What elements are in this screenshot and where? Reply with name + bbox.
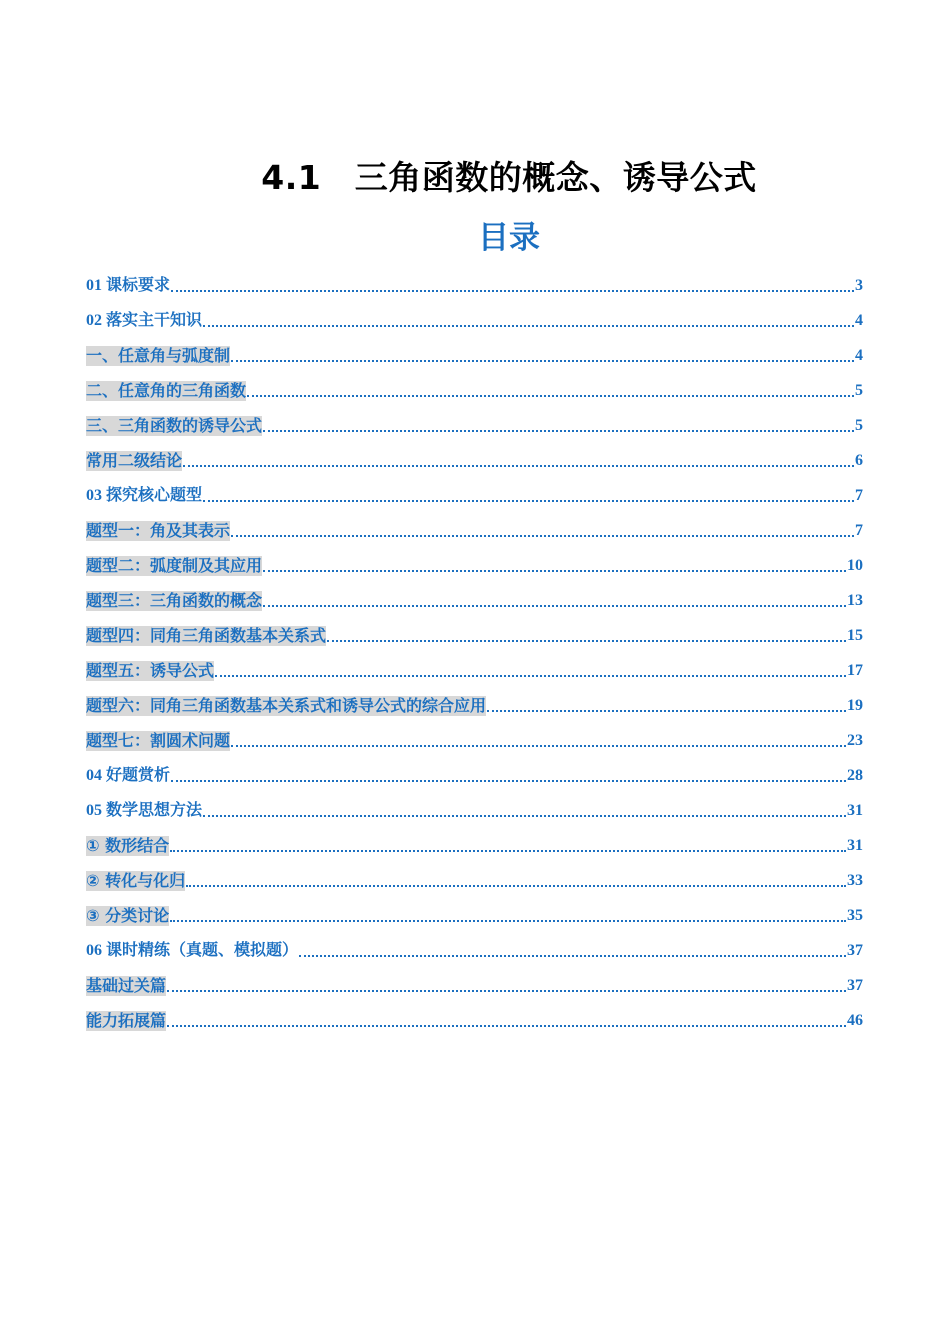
toc-dot-leader [186,885,846,887]
toc-entry-page-number: 33 [847,872,863,889]
toc-entry[interactable] [86,863,863,898]
toc-entry[interactable] [86,688,863,723]
toc-entry-page-number: 19 [847,697,863,714]
toc-entry-label: 题型一：角及其表示 [86,521,231,540]
toc-entry-label: 三、三角函数的诱导公式 [86,416,263,435]
toc-entry-page-number: 35 [847,907,863,924]
toc-dot-leader [170,920,846,922]
toc-entry-label: 题型二：弧度制及其应用 [86,556,263,575]
toc-entry[interactable] [86,828,863,863]
toc-entry[interactable] [86,968,863,1003]
toc-entry-page-number: 7 [855,487,863,504]
toc-dot-leader [231,360,854,362]
toc-dot-leader [183,465,854,467]
toc-entry-page-number: 7 [855,522,863,539]
document-title: 4.1 三角函数的概念、诱导公式 [261,158,757,197]
toc-entry-page-number: 23 [847,732,863,749]
toc-entry-page-number: 46 [847,1012,863,1029]
toc-entry-label: 一、任意角与弧度制 [86,346,231,365]
toc-entry-page-number: 4 [855,347,863,364]
toc-entry[interactable] [86,373,863,408]
toc-entry-label: 03 探究核心题型 [86,487,203,504]
toc-dot-leader [299,955,846,957]
toc-dot-leader [247,395,854,397]
toc-entry-page-number: 5 [855,382,863,399]
toc-entry-label: 题型三：三角函数的概念 [86,591,263,610]
toc-entry-label: 常用二级结论 [86,451,183,470]
toc-entry-page-number: 4 [855,312,863,329]
toc-entry[interactable] [86,653,863,688]
toc-heading: 目录 [478,220,540,256]
toc-dot-leader [263,570,846,572]
toc-entry-page-number: 13 [847,592,863,609]
toc-entry-page-number: 31 [847,837,863,854]
toc-entry[interactable] [86,548,863,583]
toc-entry-page-number: 31 [847,802,863,819]
toc-entry-page-number: 3 [855,277,863,294]
toc-dot-leader [171,780,846,782]
toc-entry-page-number: 28 [847,767,863,784]
toc-entry-label: 题型六：同角三角函数基本关系式和诱导公式的综合应用 [86,696,487,715]
toc-entry-label: ③ 分类讨论 [86,906,170,925]
toc-entry-label: 06 课时精练（真题、模拟题） [86,942,299,959]
toc-entry-label: 01 课标要求 [86,277,171,294]
toc-entry[interactable] [86,618,863,653]
toc-entry-page-number: 37 [847,942,863,959]
toc-entry-page-number: 37 [847,977,863,994]
toc-entry-label: 能力拓展篇 [86,1011,167,1030]
toc-entry[interactable] [86,583,863,618]
toc-dot-leader [263,605,846,607]
toc-entry-page-number: 5 [855,417,863,434]
toc-entry-label: ① 数形结合 [86,836,170,855]
toc-entry-label: 题型四：同角三角函数基本关系式 [86,626,327,645]
toc-entry[interactable] [86,1003,863,1038]
toc-entry[interactable] [86,793,863,828]
toc-dot-leader [215,675,846,677]
toc-entry-label: 题型五：诱导公式 [86,661,215,680]
toc-entry[interactable] [86,898,863,933]
toc-entry-label: 基础过关篇 [86,976,167,995]
toc-dot-leader [167,1025,846,1027]
toc-entry-page-number: 15 [847,627,863,644]
toc-entry-label: 题型七：割圆术问题 [86,731,231,750]
toc-dot-leader [327,640,846,642]
toc-entry-label: 二、任意角的三角函数 [86,381,247,400]
toc-dot-leader [203,815,846,817]
toc-entry[interactable] [86,303,863,338]
toc-dot-leader [263,430,854,432]
toc-entry[interactable] [86,443,863,478]
toc-dot-leader [487,710,846,712]
toc-entry[interactable] [86,723,863,758]
toc-entry-label: 05 数学思想方法 [86,802,203,819]
toc-entry[interactable] [86,513,863,548]
toc-entry-label: ② 转化与化归 [86,871,186,890]
toc-entry[interactable] [86,338,863,373]
toc-dot-leader [167,990,846,992]
toc-dot-leader [203,325,854,327]
toc-dot-leader [171,290,854,292]
toc-dot-leader [231,745,846,747]
toc-entry-page-number: 10 [847,557,863,574]
toc-entry[interactable] [86,933,863,968]
toc-dot-leader [231,535,854,537]
toc-entry[interactable] [86,408,863,443]
toc-dot-leader [203,500,854,502]
toc-entry-label: 04 好题赏析 [86,767,171,784]
toc-entry-label: 02 落实主干知识 [86,312,203,329]
toc-entry[interactable] [86,268,863,303]
toc-entry-page-number: 17 [847,662,863,679]
toc-dot-leader [170,850,846,852]
toc-entry[interactable] [86,478,863,513]
table-of-contents [86,268,863,1038]
toc-entry-page-number: 6 [855,452,863,469]
toc-entry[interactable] [86,758,863,793]
